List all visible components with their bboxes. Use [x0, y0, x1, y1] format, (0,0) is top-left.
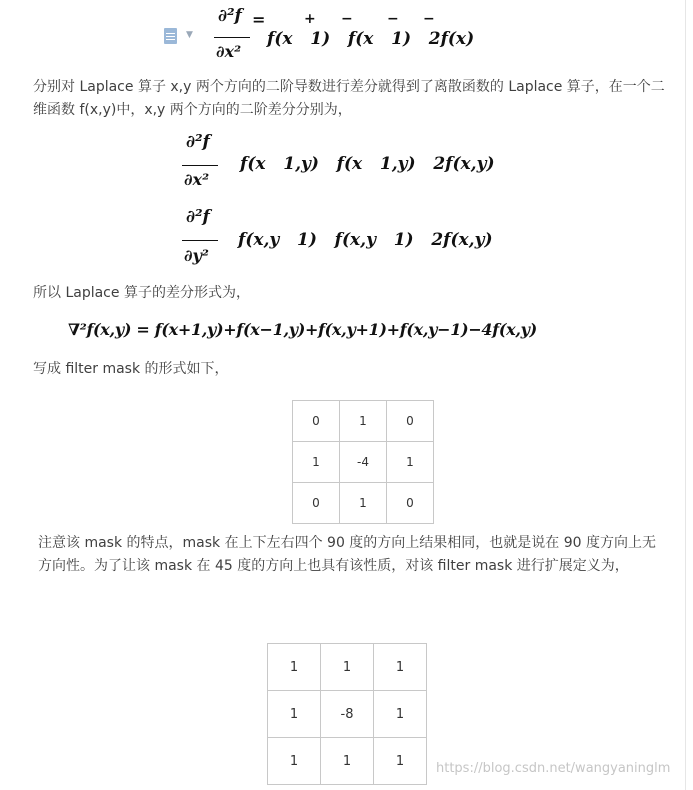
- watermark-url: https://blog.csdn.net/wangyaninglm: [436, 761, 671, 776]
- table-row: [293, 401, 434, 442]
- eq2-numerator: ∂²f: [186, 132, 210, 152]
- table-cell: 1: [268, 644, 321, 691]
- eq2-rhs: f(x 1,y) f(x 1,y) 2f(x,y): [240, 154, 495, 174]
- document-icon[interactable]: [164, 28, 177, 44]
- table-row: [293, 483, 434, 524]
- table-cell: -8: [321, 691, 374, 738]
- table-cell: 1: [374, 738, 427, 785]
- table-cell: 1: [321, 644, 374, 691]
- eq1-sign-3: −: [387, 11, 399, 27]
- paragraph-mask-property: 注意该 mask 的特点，mask 在上下左右四个 90 度的方向上结果相同，也就是说在 90 度方向上无方向性。为了让该 mask 在 45 度的方向上也具有该性质，对该 filter mask 进行扩展定义为，: [38, 535, 657, 574]
- paragraph-difference-form: 所以 Laplace 算子的差分形式为，: [33, 285, 250, 301]
- table-cell: 1: [268, 738, 321, 785]
- table-cell: 0: [387, 483, 434, 524]
- table-cell: 1: [374, 691, 427, 738]
- eq3-rhs: f(x,y 1) f(x,y 1) 2f(x,y): [238, 230, 493, 250]
- eq1-numerator: ∂²f: [218, 6, 242, 26]
- eq3-numerator: ∂²f: [186, 207, 210, 227]
- page-edge-rule: [685, 0, 686, 790]
- eq3-denominator: ∂y²: [184, 246, 209, 265]
- table-cell: 1: [268, 691, 321, 738]
- table-cell: 1: [340, 401, 387, 442]
- table-cell: 1: [321, 738, 374, 785]
- table-cell: 0: [387, 401, 434, 442]
- table-cell: 0: [293, 401, 340, 442]
- chevron-down-icon[interactable]: ▼: [186, 30, 193, 40]
- eq1-rhs: f(x 1) f(x 1) 2f(x): [267, 29, 475, 49]
- eq3-fraction-bar: [182, 240, 218, 241]
- eq2-denominator: ∂x²: [184, 170, 210, 189]
- eq2-fraction-bar: [182, 165, 218, 166]
- table-cell: 0: [293, 483, 340, 524]
- eq1-equals: =: [252, 10, 266, 29]
- table-row: [268, 644, 427, 691]
- eq1-denominator: ∂x²: [216, 42, 242, 61]
- paragraph-filter-mask: 写成 filter mask 的形式如下，: [33, 361, 229, 377]
- table-cell: 1: [340, 483, 387, 524]
- eq1-fraction-bar: [214, 37, 250, 38]
- paragraph-difference-intro: 分别对 Laplace 算子 x,y 两个方向的二阶导数进行差分就得到了离散函数的 Laplace 算子，在一个二维函数 f(x,y)中，x,y 两个方向的二阶差分分别为，: [33, 79, 665, 118]
- table-row: [293, 442, 434, 483]
- mask-8-neighbor-table: [267, 643, 427, 785]
- eq1-sign-1: +: [304, 11, 316, 27]
- table-cell: 1: [387, 442, 434, 483]
- mask-4-neighbor-table: [292, 400, 434, 524]
- table-cell: -4: [340, 442, 387, 483]
- eq1-sign-2: −: [341, 11, 353, 27]
- table-cell: 1: [374, 644, 427, 691]
- eq1-sign-4: −: [423, 11, 435, 27]
- equation-laplacian: ∇²f(x,y) = f(x+1,y)+f(x−1,y)+f(x,y+1)+f(x,y−1)−4f(x,y): [68, 320, 537, 339]
- table-row: [268, 691, 427, 738]
- table-cell: 1: [293, 442, 340, 483]
- table-row: [268, 738, 427, 785]
